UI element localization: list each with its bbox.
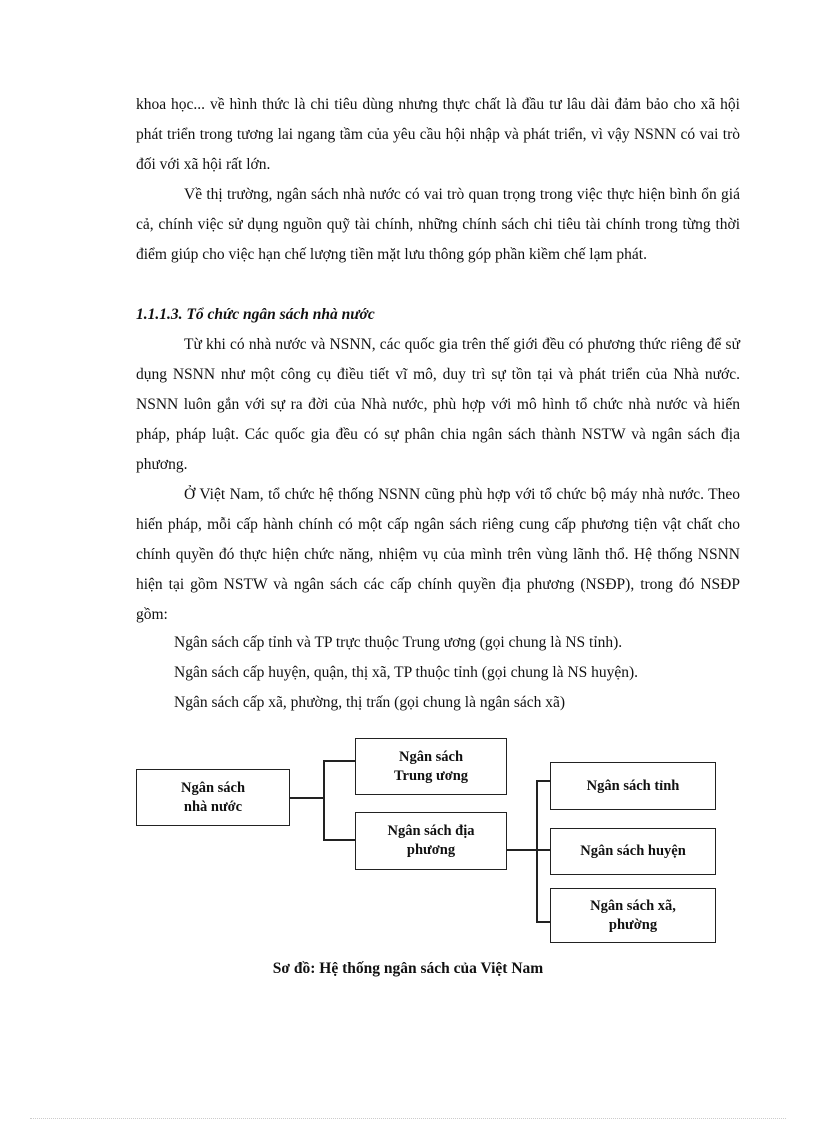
paragraph-2: Về thị trường, ngân sách nhà nước có vai trò quan trọng trong việc thực hiện bình ổn giá cả, chính việc sử dụng nguồn quỹ tài chính, những chính sách chi tiêu tài chính trong từng thời điểm giúp cho việc hạn chế lượng tiền mặt lưu thông góp phần kiềm chế lạm phát.: [136, 186, 740, 263]
connector-local-out: [507, 849, 537, 851]
connector-province: [536, 780, 550, 782]
connector-branch-1: [323, 760, 325, 840]
box-province-budget: Ngân sách tỉnh: [550, 762, 716, 810]
connector-district: [536, 849, 550, 851]
list-item-commune: Ngân sách cấp xã, phường, thị trấn (gọi chung là ngân sách xã): [174, 694, 566, 711]
paragraph-1: khoa học... về hình thức là chi tiêu dùng nhưng thực chất là đầu tư lâu dài đảm bảo cho xã hội phát triển trong tương lai ngang tầm của yêu cầu hội nhập và phát triển, vì vậy NSNN có vai trò đối với xã hội rất lớn.: [136, 96, 740, 173]
connector-local: [323, 839, 355, 841]
box-central-budget: Ngân sách Trung ương: [355, 738, 507, 795]
list-item-district: Ngân sách cấp huyện, quận, thị xã, TP thuộc tỉnh (gọi chung là NS huyện).: [174, 664, 639, 681]
connector-central: [323, 760, 355, 762]
section-heading: 1.1.1.3. Tổ chức ngân sách nhà nước: [136, 306, 375, 323]
list-item-province: Ngân sách cấp tỉnh và TP trực thuộc Trung ương (gọi chung là NS tỉnh).: [174, 634, 623, 651]
page-edge-divider: [30, 1118, 786, 1119]
box-state-budget: Ngân sách nhà nước: [136, 769, 290, 826]
box-district-budget: Ngân sách huyện: [550, 828, 716, 875]
connector-root: [290, 797, 324, 799]
paragraph-3: Từ khi có nhà nước và NSNN, các quốc gia trên thế giới đều có phương thức riêng để sử dụng NSNN như một công cụ điều tiết vĩ mô, duy trì sự tồn tại và phát triển của Nhà nước. NSNN luôn gắn với sự ra đời của Nhà nước, phù hợp với mô hình tổ chức nhà nước và hiến pháp, pháp luật. Các quốc gia đều có sự phân chia ngân sách thành NSTW và ngân sách địa phương.: [136, 336, 740, 473]
diagram-caption: Sơ đồ: Hệ thống ngân sách của Việt Nam: [272, 960, 544, 977]
paragraph-4: Ở Việt Nam, tổ chức hệ thống NSNN cũng phù hợp với tổ chức bộ máy nhà nước. Theo hiến pháp, mỗi cấp hành chính có một cấp ngân sách riêng cung cấp phương tiện vật chất cho chính quyền đó thực hiện chức năng, nhiệm vụ của mình trên vùng lãnh thổ. Hệ thống NSNN hiện tại gồm NSTW và ngân sách các cấp chính quyền địa phương (NSĐP), trong đó NSĐP gồm:: [136, 486, 740, 623]
box-local-budget: Ngân sách địa phương: [355, 812, 507, 870]
connector-commune: [536, 921, 550, 923]
connector-branch-2: [536, 780, 538, 922]
box-commune-budget: Ngân sách xã, phường: [550, 888, 716, 943]
